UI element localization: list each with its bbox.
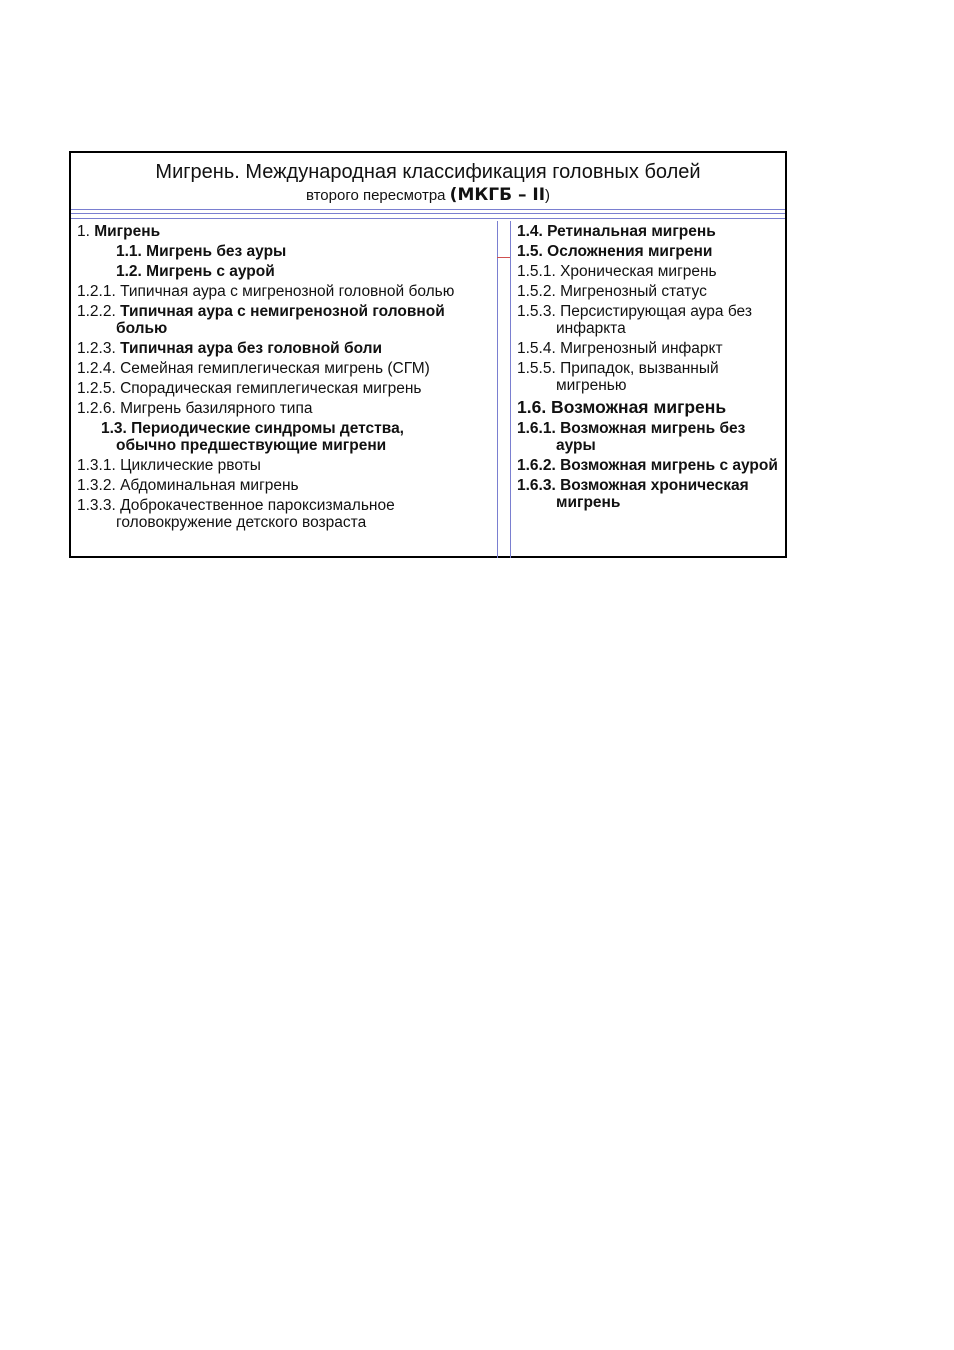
entry-1-5-1: 1.5.1. Хроническая мигрень	[517, 263, 717, 280]
left-column	[77, 223, 497, 534]
entry-1-2-4: 1.2.4. Семейная гемиплегическая мигрень (СГМ)	[77, 360, 430, 377]
header-divider-1	[71, 209, 785, 210]
classification-table	[69, 151, 787, 558]
entry-1-2-3-number: 1.2.3.	[77, 340, 121, 357]
entry-1-2: 1.2. Мигрень с аурой	[116, 263, 275, 280]
entry-1-3-3: 1.3.3. Доброкачественное пароксизмальное головокружение детского возраста	[77, 497, 395, 531]
entry-1	[77, 223, 497, 240]
entry-1-2-1: 1.2.1. Типичная аура с мигренозной головной болью	[77, 283, 455, 300]
entry-1-3-1: 1.3.1. Циклические рвоты	[77, 457, 261, 474]
entry-1-1: 1.1. Мигрень без ауры	[116, 243, 287, 260]
entry-1-3-2: 1.3.2. Абдоминальная мигрень	[77, 477, 299, 494]
divider-mark	[497, 257, 510, 258]
entry-1-2-5: 1.2.5. Спорадическая гемиплегическая мигрень	[77, 380, 422, 397]
entry-1-2-2-number: 1.2.2.	[77, 303, 121, 320]
entry-1-6-3: 1.6.3. Возможная хроническая мигрень	[517, 477, 749, 511]
entry-1-3	[77, 420, 497, 454]
entry-1-2-3-text: Типичная аура без головной боли	[120, 340, 383, 357]
entry-1-number: 1.	[77, 223, 95, 240]
entry-1-4: 1.4. Ретинальная мигрень	[517, 223, 716, 240]
table-subtitle	[71, 186, 785, 205]
column-divider-2	[510, 221, 511, 558]
entry-1-5-2: 1.5.2. Мигренозный статус	[517, 283, 707, 300]
entry-1-3-line-1: 1.3. Периодические синдромы детства,	[101, 420, 404, 437]
entry-1-text: Мигрень	[94, 223, 161, 240]
entry-1-6-1: 1.6.1. Возможная мигрень без ауры	[517, 420, 746, 454]
entry-1-6-2: 1.6.2. Возможная мигрень с аурой	[517, 457, 778, 474]
entry-1-2-2	[77, 303, 497, 337]
entry-1-2-3	[77, 340, 497, 357]
table-header	[71, 153, 785, 208]
entry-1-5-5: 1.5.5. Припадок, вызванный мигренью	[517, 360, 719, 394]
header-divider-3	[71, 218, 785, 219]
entry-1-3-line-2: обычно предшествующие мигрени	[116, 437, 387, 454]
subtitle-code: (МКГБ – II	[449, 185, 546, 205]
right-column	[517, 223, 783, 514]
table-title: Мигрень. Международная классификация головных болей	[155, 161, 701, 183]
entry-1-2-6: 1.2.6. Мигрень базилярного типа	[77, 400, 313, 417]
header-divider-2	[71, 213, 785, 214]
entry-1-5-3: 1.5.3. Персистирующая аура без инфаркта	[517, 303, 752, 337]
column-divider-1	[497, 221, 498, 558]
entry-1-6: 1.6. Возможная мигрень	[517, 397, 727, 417]
subtitle-suffix: )	[545, 187, 551, 204]
entry-1-5: 1.5. Осложнения мигрени	[517, 243, 713, 260]
subtitle-prefix: второго пересмотра	[305, 187, 450, 204]
entry-1-5-4: 1.5.4. Мигренозный инфаркт	[517, 340, 723, 357]
entry-1-2-2-text: Типичная аура с немигренозной головной болью	[116, 303, 445, 337]
